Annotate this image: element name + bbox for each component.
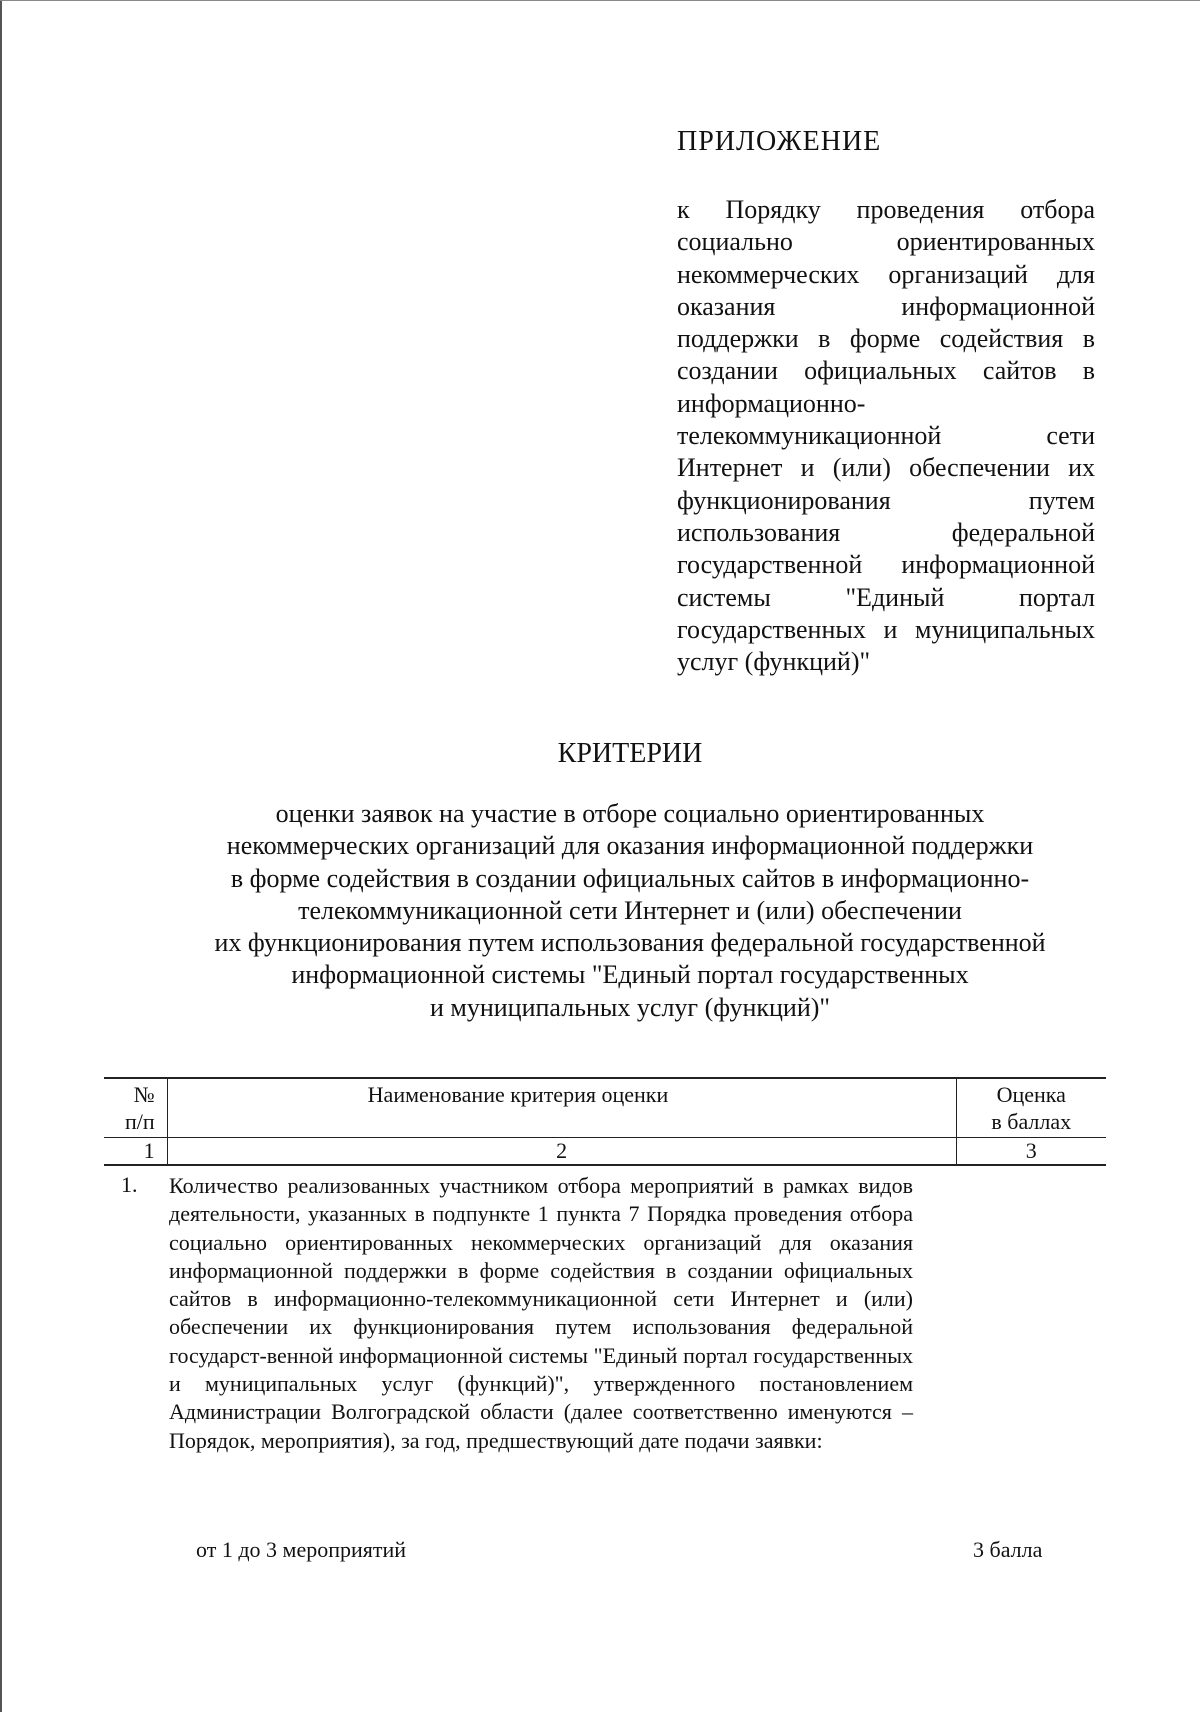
header-score-line2: в баллах [991,1109,1072,1134]
subtitle-line: телекоммуникационной сети Интернет и (или) обеспечении [298,895,962,925]
column-number-3: 3 [956,1138,1106,1166]
criteria-subtitle [140,798,1120,1024]
criterion-number: 1. [121,1172,138,1197]
header-score-line1: Оценка [996,1082,1066,1107]
column-number-1: 1 [104,1138,167,1166]
subtitle-line: и муниципальных услуг (функций)" [429,992,831,1022]
criterion-option-score: 3 балла [973,1537,1043,1562]
subtitle-line: их функционирования путем использования федеральной государственной [214,928,1046,958]
scan-edge-top [0,0,1200,1]
table-header-row [104,1078,1106,1138]
header-criterion-name: Наименование критерия оценки [167,1078,956,1138]
subtitle-line: в форме содействия в создании официальных сайтов в информационно- [230,863,1030,893]
header-number [104,1078,167,1138]
subtitle-line: оценки заявок на участие в отборе социально ориентированных [275,799,985,828]
criteria-table [104,1077,1106,1166]
criteria-title: КРИТЕРИИ [557,738,703,769]
appendix-text: к Порядку проведения отбора социально ориентированных некоммерческих организаций для оказания информационной поддержки в форме содействия в создании официальных сайтов в информационно-телекоммуникационной сети Интернет и (или) обеспечении их функционирования путем использования федеральной государственной информационной системы "Единый портал государственных и муниципальных услуг (функций)" [677,195,1095,677]
header-number-line2: п/п [125,1109,155,1134]
appendix-block [677,126,1095,678]
criterion-option-label: от 1 до 3 мероприятий [196,1537,407,1562]
subtitle-line: некоммерческих организаций для оказания информационной поддержки [226,831,1034,861]
scan-edge-left [0,0,2,1712]
header-score [956,1078,1106,1138]
appendix-title: ПРИЛОЖЕНИЕ [677,126,882,157]
column-number-2: 2 [167,1138,956,1166]
criterion-text: Количество реализованных участником отбора мероприятий в рамках видов деятельности, указанных в подпункте 1 пункта 7 Порядка проведения отбора социально ориентированных некоммерческих организаций для оказания информационной поддержки в форме содействия в создании официальных сайтов в информационно-телекоммуникационной сети Интернет и (или) обеспечении их функционирования путем использования федеральной государст-венной информационной системы "Единый портал государственных и муниципальных услуг (функций)", утвержденного постановлением Администрации Волгоградской области (далее соответственно именуются – Порядок, мероприятия), за год, предшествующий дате подачи заявки: [169,1173,913,1453]
column-number-row [104,1138,1106,1166]
header-number-line1: № [133,1082,155,1107]
subtitle-line: информационной системы "Единый портал государственных [291,960,969,990]
